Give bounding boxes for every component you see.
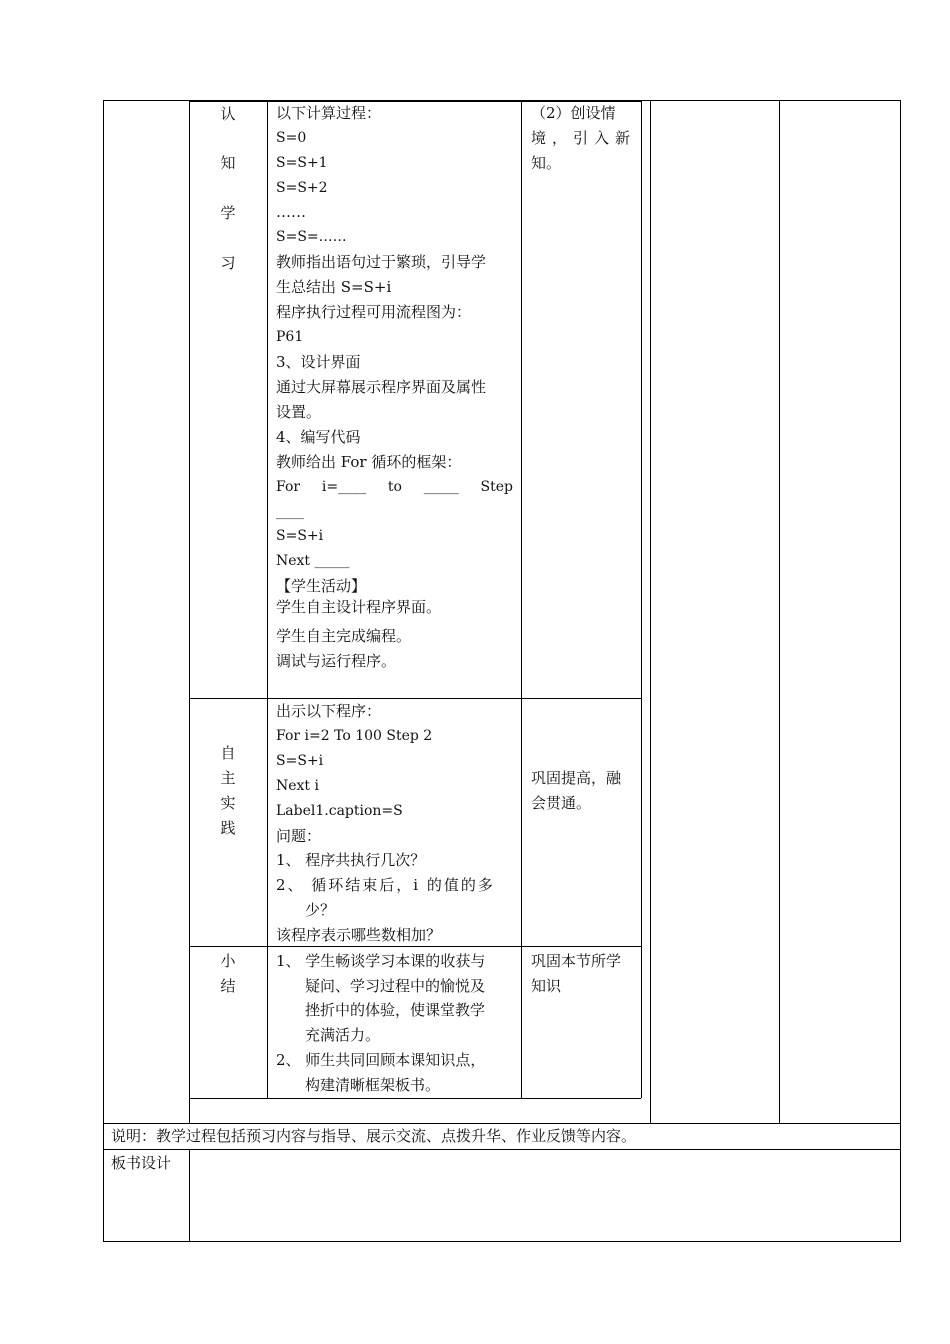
renzhi-line: S=S=…… <box>276 229 347 245</box>
renzhi-line: 设置。 <box>276 403 322 421</box>
renzhi-purpose-2: 境，引入新 <box>531 129 637 147</box>
xiaojie-line: 构建清晰框架板书。 <box>305 1076 441 1094</box>
for-token: i=____ <box>321 479 367 495</box>
renzhi-line: 生总结出 S=S+i <box>276 278 392 296</box>
inner-col-a <box>267 100 268 1098</box>
for-token: to <box>387 479 402 495</box>
for-token: Step <box>480 479 513 495</box>
zizhu-purpose-1: 巩固提高，融 <box>531 769 622 787</box>
zizhu-line: Next i <box>276 778 319 794</box>
col-sep-2 <box>650 100 651 1124</box>
renzhi-label-2: 知 <box>220 154 236 172</box>
xiaojie-line: 2、 师生共同回顾本课知识点， <box>276 1051 486 1069</box>
xiaojie-purpose-1: 巩固本节所学 <box>531 952 622 970</box>
zizhu-purpose-2: 会贯通。 <box>531 794 592 812</box>
renzhi-line: 3、设计界面 <box>276 353 361 371</box>
xiaojie-label-2: 结 <box>220 977 236 995</box>
inner-bottom <box>189 1098 641 1099</box>
process-note: 说明：教学过程包括预习内容与指导、展示交流、点拨升华、作业反馈等内容。 <box>111 1127 637 1145</box>
table-left-border <box>103 100 104 1242</box>
renzhi-label-3: 学 <box>220 204 236 222</box>
xiaojie-line: 挫折中的体验，使课堂教学 <box>305 1001 486 1019</box>
col-sep-3 <box>779 100 780 1124</box>
zizhu-line: S=S+i <box>276 753 324 769</box>
renzhi-line: 学生自主完成编程。 <box>276 627 412 645</box>
xiaojie-line: 1、 学生畅谈学习本课的收获与 <box>276 952 486 970</box>
renzhi-line: 程序执行过程可用流程图为： <box>276 303 472 321</box>
renzhi-line: 学生自主设计程序界面。 <box>276 598 442 616</box>
zizhu-line: 1、 程序共执行几次？ <box>276 851 426 869</box>
renzhi-purpose-3: 知。 <box>531 154 562 172</box>
xiaojie-line: 充满活力。 <box>305 1026 381 1044</box>
zizhu-line: 该程序表示哪些数相加？ <box>276 926 442 944</box>
renzhi-line: 教师指出语句过于繁琐，引导学 <box>276 253 487 271</box>
zizhu-label-1: 自 <box>220 744 236 762</box>
inner-col-c <box>641 100 642 1098</box>
renzhi-line: S=S+2 <box>276 180 328 196</box>
inner-col-b <box>521 100 522 1098</box>
table-bottom-border <box>103 1241 901 1242</box>
renzhi-line: S=S+i <box>276 528 324 544</box>
renzhi-label-1: 认 <box>220 105 236 123</box>
board-design-label: 板书设计 <box>111 1154 172 1172</box>
purpose-text: （2）创设情 <box>531 104 616 122</box>
renzhi-line: 以下计算过程： <box>276 104 382 122</box>
for-token: _____ <box>423 479 459 495</box>
renzhi-label-4: 习 <box>220 254 236 272</box>
zizhu-line: For i=2 To 100 Step 2 <box>276 728 433 744</box>
renzhi-line: 【学生活动】 <box>276 577 367 595</box>
board-col-sep <box>189 1149 190 1241</box>
zizhu-line: 出示以下程序： <box>276 702 382 720</box>
renzhi-line: Next _____ <box>276 553 350 569</box>
for-token: For <box>276 479 301 495</box>
table-right-border <box>900 100 901 1242</box>
board-row-top <box>103 1149 901 1150</box>
renzhi-line: 4、编写代码 <box>276 428 361 446</box>
renzhi-line: …… <box>276 203 306 221</box>
zizhu-label-3: 实 <box>220 794 236 812</box>
xiaojie-label-1: 小 <box>220 952 236 970</box>
renzhi-line: S=0 <box>276 130 307 146</box>
renzhi-line: 通过大屏幕展示程序界面及属性 <box>276 378 487 396</box>
zizhu-line: 2、 循环结束后，i 的值的多 <box>276 876 495 894</box>
renzhi-line: 调试与运行程序。 <box>276 652 397 670</box>
zizhu-line: 少？ <box>305 901 336 919</box>
inner-row-sep-1 <box>189 698 641 699</box>
for-loop-line <box>276 475 513 500</box>
renzhi-line: ____ <box>276 504 304 520</box>
zizhu-label-2: 主 <box>220 769 236 787</box>
renzhi-purpose-1 <box>531 101 633 126</box>
renzhi-line: 教师给出 For 循环的框架： <box>276 453 462 471</box>
renzhi-line: S=S+1 <box>276 155 328 171</box>
zizhu-line: Label1.caption=S <box>276 803 403 819</box>
zizhu-label-4: 践 <box>220 819 236 837</box>
xiaojie-purpose-2: 知识 <box>531 977 562 995</box>
xiaojie-line: 疑问、学习过程中的愉悦及 <box>305 977 486 995</box>
renzhi-line: P61 <box>276 329 304 345</box>
zizhu-line: 问题： <box>276 827 322 845</box>
